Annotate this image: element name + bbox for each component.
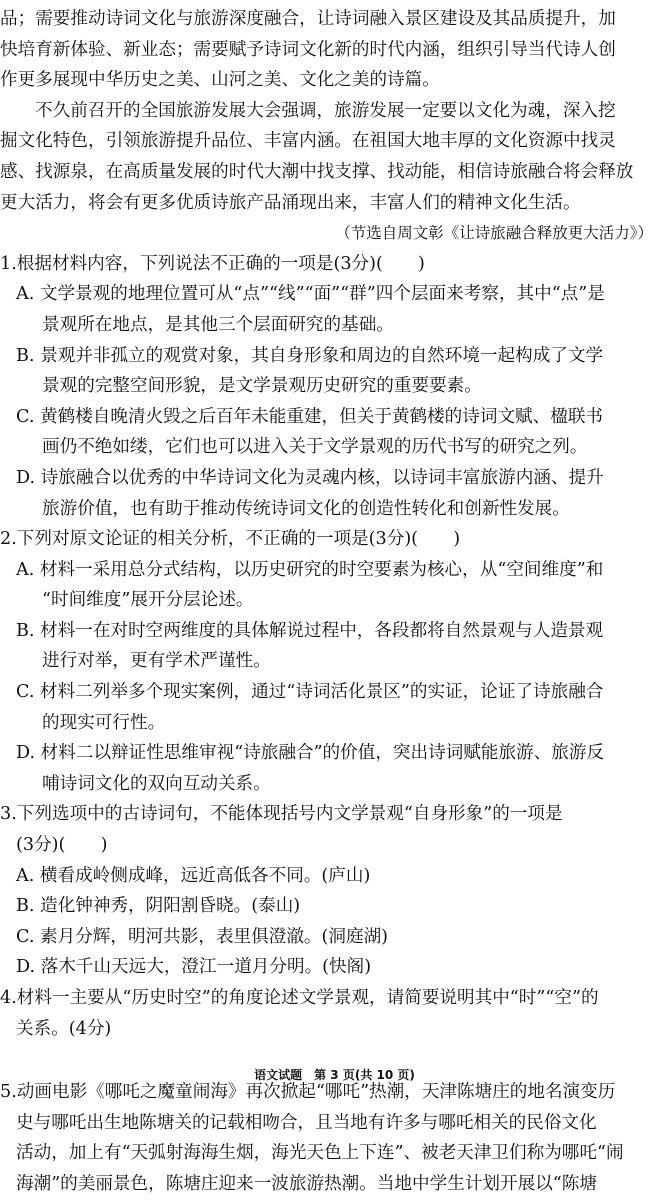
option-d: D. 落木千山天远大，澄江一道月分明。(快阁)	[16, 957, 372, 978]
option-c-continued: 画仍不绝如缕，它们也可以进入关于文学景观的历代书写的研究之列。	[42, 437, 588, 458]
option-b-continued: 进行对举，更有学术严谨性。	[42, 651, 271, 672]
option-a-continued: “时间维度”展开分层论述。	[42, 590, 254, 611]
option-a: A. 横看成岭侧成峰，远近高低各不同。(庐山)	[16, 865, 371, 886]
question-3	[0, 799, 669, 983]
question-stem: 2.下列对原文论证的相关分析，不正确的一项是(3分)( )	[0, 529, 461, 550]
option-c-continued: 的现实可行性。	[42, 712, 166, 733]
option-a: A. 材料一采用总分式结构，以历史研究的时空要素为核心，从“空间维度”和	[16, 559, 604, 580]
question-stem: 1.根据材料内容，下列说法不正确的一项是(3分)( )	[0, 253, 425, 274]
question-stem: 4.材料一主要从“历史时空”的角度论述文学景观，请简要说明其中“时”“空”的	[0, 988, 599, 1008]
question-stem: 5.动画电影《哪吒之魔童闹海》再次掀起“哪吒”热潮，天津陈塘庄的地名演变历	[0, 1082, 616, 1103]
question-2	[0, 524, 669, 799]
paragraph-line: 不久前召开的全国旅游发展大会强调，旅游发展一定要以文化为魂，深入挖	[35, 100, 616, 121]
option-b: B. 材料一在对时空两维度的具体解说过程中，各段都将自然景观与人造景观	[16, 620, 604, 641]
question-stem-continued: 海潮”的美丽景色，陈塘庄迎来一波旅游热潮。当地中学生计划开展以“陈塘	[16, 1173, 597, 1194]
question-4	[0, 983, 669, 1044]
paragraph-line: 品；需要推动诗词文化与旅游深度融合，让诗词融入景区建设及其品质提升，加	[0, 9, 616, 29]
question-1	[0, 249, 669, 524]
option-a: A. 文学景观的地理位置可从“点”“线”“面”“群”四个层面来考察，其中“点”是	[16, 284, 605, 305]
option-d: D. 诗旅融合以优秀的中华诗词文化为灵魂内核，以诗词丰富旅游内涵、提升	[16, 467, 604, 488]
option-d: D. 材料二以辩证性思维审视“诗旅融合”的价值，突出诗词赋能旅游、旅游反	[16, 743, 605, 764]
option-d-continued: 哺诗词文化的双向互动关系。	[42, 773, 271, 794]
paragraph-line: 感、找源泉，在高质量发展的时代大潮中找支撑、找动能，相信诗旅融合将会释放	[0, 161, 634, 182]
option-c: C. 材料二列举多个现实案例，通过“诗词活化景区”的实证，论证了诗旅融合	[16, 682, 604, 703]
option-c: C. 素月分辉，明河共影，表里俱澄澈。(洞庭湖)	[16, 926, 389, 947]
question-stem-continued: 关系。(4分)	[16, 1018, 112, 1039]
page-footer: 语文试题 第 3 页(共 10 页)	[254, 1068, 415, 1082]
paragraph-line: 更大活力，将会有更多优质诗旅产品涌现出来，丰富人们的精神文化生活。	[0, 192, 581, 213]
option-b-continued: 景观的完整空间形貌，是文学景观历史研究的重要要素。	[42, 376, 482, 397]
source-citation: （节选自周文彰《让诗旅融合释放更大活力》）	[335, 224, 653, 243]
option-a-continued: 景观所在地点，是其他三个层面研究的基础。	[42, 314, 394, 335]
material-two-ending	[0, 4, 669, 249]
option-b: B. 景观并非孤立的观赏对象，其自身形象和周边的自然环境一起构成了文学	[16, 345, 604, 366]
question-stem-continued: (3分)( )	[16, 835, 108, 856]
paragraph-line: 快培育新体验、新业态；需要赋予诗词文化新的时代内涵，组织引导当代诗人创	[0, 39, 616, 60]
paragraph-line: 掘文化特色，引领旅游提升品位、丰富内涵。在祖国大地丰厚的文化资源中找灵	[0, 131, 616, 152]
question-stem: 3.下列选项中的古诗词句，不能体现括号内文学景观“自身形象”的一项是	[0, 804, 563, 825]
option-b: B. 造化钟神秀，阴阳割昏晓。(泰山)	[16, 896, 301, 917]
question-stem-continued: 活动，加上有“天弧射海海生烟，海光天色上下连”、被老天津卫们称为哪吒“闹	[16, 1143, 624, 1164]
question-stem-continued: 史与哪吒出生地陈塘关的记载相吻合，且当地有许多与哪吒相关的民俗文化	[16, 1112, 597, 1133]
page-body	[0, 4, 669, 1200]
option-d-continued: 旅游价值，也有助于推动传统诗词文化的创造性转化和创新性发展。	[42, 498, 570, 519]
paragraph-line: 作更多展现中华历史之美、山河之美、文化之美的诗篇。	[0, 70, 440, 91]
option-c: C. 黄鹤楼自晚清火毁之后百年未能重建，但关于黄鹤楼的诗词文赋、楹联书	[16, 406, 604, 427]
